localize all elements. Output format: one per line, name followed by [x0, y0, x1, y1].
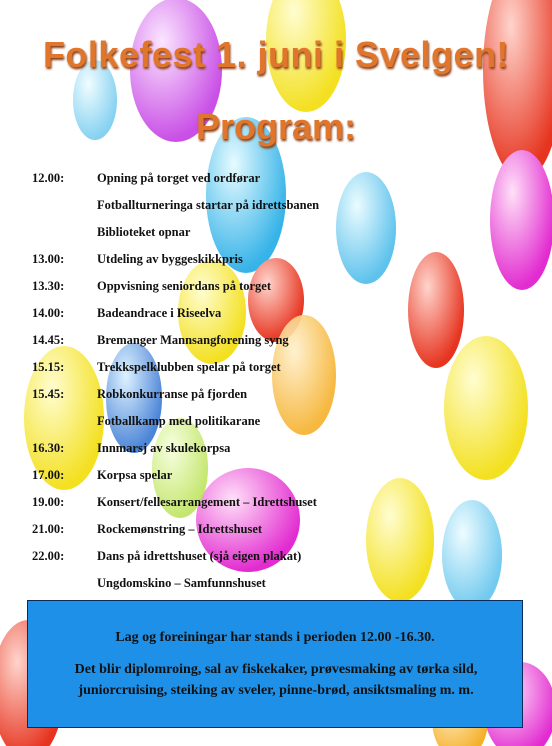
schedule-row	[32, 492, 532, 519]
schedule-time: 13.00:	[32, 252, 65, 266]
schedule-row	[32, 465, 532, 492]
schedule-row	[32, 303, 532, 330]
schedule-time: 14.00:	[32, 306, 65, 320]
schedule-row	[32, 330, 532, 357]
schedule-event: Badeandrace i Riseelva	[97, 306, 222, 320]
schedule-time: 12.00:	[32, 171, 65, 185]
schedule-event: Utdeling av byggeskikkpris	[97, 252, 243, 266]
schedule-event: Bremanger Mannsangforening syng	[97, 333, 289, 347]
schedule-time: 15.15:	[32, 360, 65, 374]
info-box	[27, 600, 523, 728]
schedule-event: Opning på torget ved ordførar	[97, 171, 261, 185]
schedule-event: Robkonkurranse på fjorden	[97, 387, 248, 401]
schedule-row	[32, 438, 532, 465]
schedule-row	[32, 222, 532, 249]
schedule-row	[32, 357, 532, 384]
schedule-row	[32, 411, 532, 438]
program-heading: Program:	[195, 106, 357, 147]
schedule-time: 15.45:	[32, 387, 65, 401]
schedule-row	[32, 168, 532, 195]
schedule-event: Ungdomskino – Samfunnshuset	[97, 576, 266, 590]
schedule-event: Rockemønstring – Idrettshuset	[97, 522, 263, 536]
schedule-row	[32, 573, 532, 600]
schedule-list	[32, 168, 532, 600]
schedule-event: Korpsa spelar	[97, 468, 173, 482]
schedule-event: Innmarsj av skulekorpsa	[97, 441, 231, 455]
schedule-time: 17.00:	[32, 468, 65, 482]
schedule-row	[32, 249, 532, 276]
schedule-row	[32, 546, 532, 573]
schedule-event: Fotballkamp med politikarane	[97, 414, 261, 428]
schedule-row	[32, 519, 532, 546]
schedule-event: Fotballturneringa startar på idrettsbanen	[97, 198, 320, 212]
activities-info: Det blir diplomroing, sal av fiskekaker, prøvesmaking av tørka sild, juniorcruising, steiking av sveler, pinne-brød, ansiktsmaling m. m.	[74, 662, 478, 698]
schedule-row	[32, 195, 532, 222]
page-title: Folkefest 1. juni i Svelgen!	[42, 34, 510, 75]
schedule-time: 14.45:	[32, 333, 65, 347]
schedule-event: Dans på idrettshuset (sjå eigen plakat)	[97, 549, 302, 563]
schedule-row	[32, 384, 532, 411]
stands-info: Lag og foreiningar har stands i perioden 12.00 -16.30.	[115, 630, 435, 645]
schedule-event: Trekkspelklubben spelar på torget	[97, 360, 281, 374]
schedule-time: 22.00:	[32, 549, 65, 563]
schedule-time: 21.00:	[32, 522, 65, 536]
schedule-time: 13.30:	[32, 279, 65, 293]
schedule-event: Konsert/fellesarrangement – Idrettshuset	[97, 495, 317, 509]
schedule-row	[32, 276, 532, 303]
schedule-event: Biblioteket opnar	[97, 225, 191, 239]
schedule-event: Oppvisning seniordans på torget	[97, 279, 271, 293]
schedule-time: 19.00:	[32, 495, 65, 509]
schedule-time: 16.30:	[32, 441, 65, 455]
